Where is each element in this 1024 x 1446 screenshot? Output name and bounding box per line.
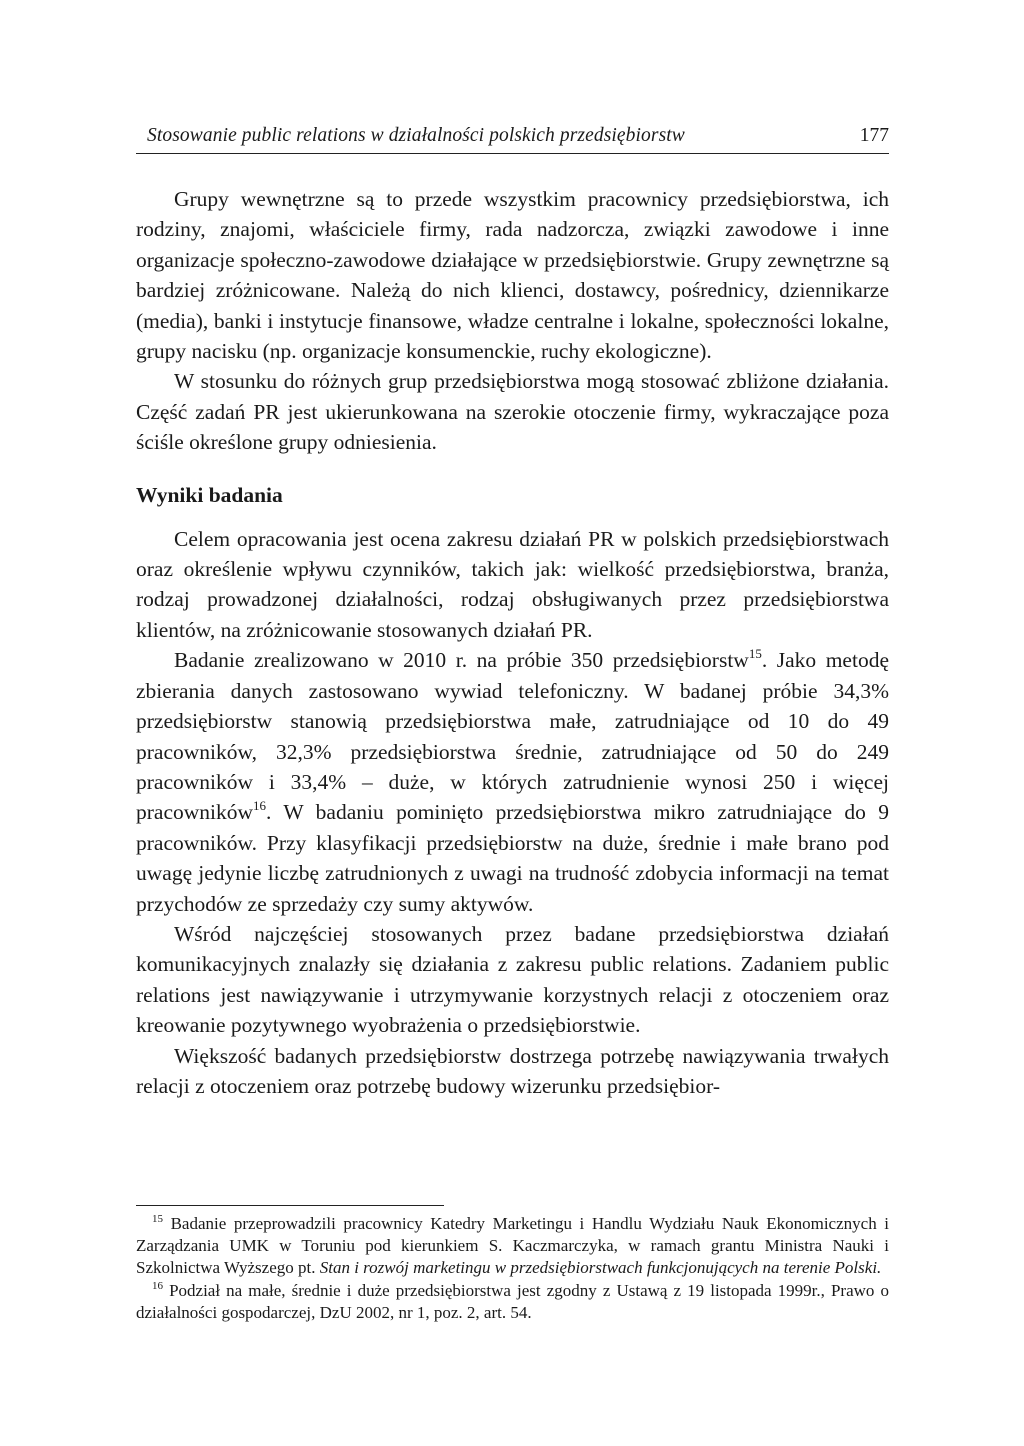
- running-title: Stosowanie public relations w działalności polskich przedsiębiorstw: [147, 125, 685, 146]
- footnote-15-grant-title: Stan i rozwój marketingu w przedsiębiorstwach funkcjonujących na terenie Polski.: [319, 1258, 882, 1278]
- paragraph-similar-actions: W stosunku do różnych grup przedsiębiorstwa mogą stosować zbliżone działania. Część zadań PR jest ukierunkowana na szerokie otoczenie firmy, wykraczające poza ściśle określone grupy odniesienia.: [136, 369, 889, 455]
- page-number: 177: [859, 125, 889, 146]
- footnote-16-text: Podział na małe, średnie i duże przedsiębiorstwa jest zgodny z Ustawą z 19 listopada 1999r., Prawo o działalności gospodarczej, DzU 2002, nr 1, poz. 2, art. 54.: [136, 1280, 889, 1322]
- footnote-number-15: 15: [152, 1213, 163, 1225]
- paragraph-research-goal: Celem opracowania jest ocena zakresu działań PR w polskich przedsiębiorstwach oraz określenie wpływu czynników, takich jak: wielkość przedsiębiorstwa, branża, rodzaj prowadzonej działalności, rodzaj obsługiwanych przez przedsiębiorstwa klientów, na zróżnicowanie stosowanych działań PR.: [136, 526, 889, 642]
- research-sample-text-2: . Jako metodę zbierania danych zastosowano wywiad telefoniczny. W badanej próbie 34,3% przedsiębiorstw stanowią przedsiębiorstwa małe, zatrudniające od 10 do 49 pracowników, 32,3% przedsiębiorstwa średnie, zatrudniające od 50 do 249 pracowników i 33,4% – duże, w których zatrudnienie wynosi 250 i więcej pracowników: [136, 648, 889, 825]
- paragraph-communication-actions: Wśród najczęściej stosowanych przez badane przedsiębiorstwa działań komunikacyjnych znalazły się działania z zakresu public relations. Zadaniem public relations jest nawiązywanie i utrzymywanie korzystnych relacji z otoczeniem oraz kreowanie pozytywnego wyobrażenia o przedsiębiorstwie.: [136, 921, 889, 1038]
- paragraph-relations-need: Większość badanych przedsiębiorstw dostrzega potrzebę nawiązywania trwałych relacji z otoczeniem oraz potrzebę budowy wizerunku przedsiębior-: [136, 1043, 889, 1098]
- document-page: [136, 0, 889, 1446]
- footnote-15: [136, 1213, 889, 1280]
- footnote-16: [136, 1280, 889, 1324]
- section-heading: Wyniki badania: [136, 482, 283, 507]
- footnotes: [136, 1213, 889, 1324]
- main-text: [136, 184, 889, 1101]
- paragraph-internal-external-groups: Grupy wewnętrzne są to przede wszystkim pracownicy przedsiębiorstwa, ich rodziny, znajomi, właściciele firmy, rada nadzorcza, związki zawodowe i inne organizacje społeczno-zawodowe działające w przedsiębiorstwie. Grupy zewnętrzne są bardziej zróżnicowane. Należą do nich klienci, dostawcy, pośrednicy, dziennikarze (media), banki i instytucje finansowe, władze centralne i lokalne, społeczności lokalne, grupy nacisku (np. organizacje konsumenckie, ruchy ekologiczne).: [136, 187, 889, 364]
- research-sample-text-3: . W badaniu pominięto przedsiębiorstwa mikro zatrudniające do 9 pracowników. Przy klasyfikacji przedsiębiorstw na duże, średnie i małe brano pod uwagę jedynie liczbę zatrudnionych z uwagi na trudność zdobycia informacji na temat przychodów ze sprzedaży czy sumy aktywów.: [136, 800, 889, 916]
- footnote-15-text: Badanie przeprowadzili pracownicy Katedry Marketingu i Handlu Wydziału Nauk Ekonomicznych i Zarządzania UMK w Toruniu pod kierunkiem S. Kaczmarczyka, w ramach grantu Ministra Nauki i Szkolnictwa Wyższego pt.: [136, 1214, 889, 1278]
- running-header: [136, 123, 889, 154]
- footnote-divider: [136, 1205, 444, 1206]
- footnote-ref-15[interactable]: 15: [748, 646, 762, 662]
- research-sample-text-1: Badanie zrealizowano w 2010 r. na próbie 350 przedsiębiorstw: [174, 648, 749, 673]
- paragraph-research-sample: [136, 645, 889, 919]
- footnote-ref-16[interactable]: 16: [253, 798, 267, 814]
- footnote-number-16: 16: [152, 1279, 163, 1292]
